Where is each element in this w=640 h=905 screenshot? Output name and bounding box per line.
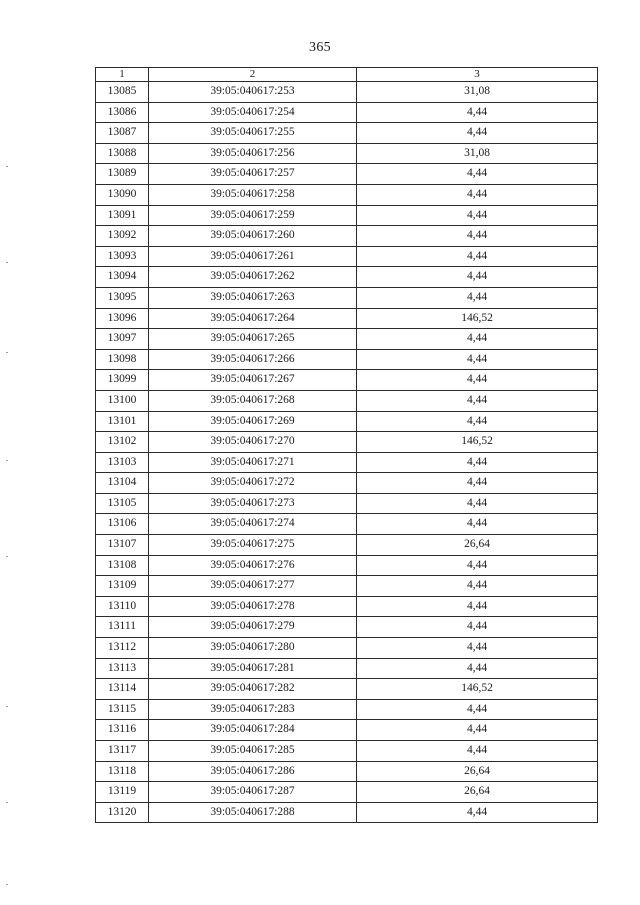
value-cell: 4,44 — [357, 184, 598, 205]
row-number-cell: 13093 — [96, 246, 149, 267]
row-number-cell: 13087 — [96, 123, 149, 144]
table-row — [96, 267, 598, 288]
table-header-row — [96, 68, 598, 82]
row-number-cell: 13112 — [96, 638, 149, 659]
table-row — [96, 329, 598, 350]
cadastral-number-cell: 39:05:040617:281 — [149, 658, 357, 679]
data-table — [95, 67, 598, 823]
table-body — [96, 82, 598, 823]
cadastral-number-cell: 39:05:040617:264 — [149, 308, 357, 329]
value-cell: 4,44 — [357, 638, 598, 659]
row-number-cell: 13090 — [96, 184, 149, 205]
table-row — [96, 370, 598, 391]
table-row — [96, 184, 598, 205]
table-row — [96, 514, 598, 535]
table-row — [96, 576, 598, 597]
value-cell: 4,44 — [357, 596, 598, 617]
table-row — [96, 205, 598, 226]
table-row — [96, 349, 598, 370]
value-cell: 31,08 — [357, 143, 598, 164]
table-row — [96, 720, 598, 741]
value-cell: 4,44 — [357, 452, 598, 473]
value-cell: 4,44 — [357, 102, 598, 123]
row-number-cell: 13119 — [96, 782, 149, 803]
cadastral-number-cell: 39:05:040617:260 — [149, 226, 357, 247]
row-number-cell: 13109 — [96, 576, 149, 597]
value-cell: 4,44 — [357, 514, 598, 535]
table-row — [96, 782, 598, 803]
table-row — [96, 535, 598, 556]
table-row — [96, 308, 598, 329]
table-row — [96, 617, 598, 638]
value-cell: 26,64 — [357, 761, 598, 782]
value-cell: 146,52 — [357, 679, 598, 700]
value-cell: 4,44 — [357, 370, 598, 391]
table-row — [96, 164, 598, 185]
value-cell: 4,44 — [357, 699, 598, 720]
table-row — [96, 432, 598, 453]
row-number-cell: 13108 — [96, 555, 149, 576]
cadastral-number-cell: 39:05:040617:256 — [149, 143, 357, 164]
row-number-cell: 13101 — [96, 411, 149, 432]
row-number-cell: 13117 — [96, 741, 149, 762]
row-number-cell: 13089 — [96, 164, 149, 185]
table-row — [96, 741, 598, 762]
value-cell: 4,44 — [357, 267, 598, 288]
margin-speck — [6, 802, 8, 803]
row-number-cell: 13104 — [96, 473, 149, 494]
cadastral-number-cell: 39:05:040617:277 — [149, 576, 357, 597]
table-row — [96, 82, 598, 103]
row-number-cell: 13095 — [96, 287, 149, 308]
row-number-cell: 13103 — [96, 452, 149, 473]
value-cell: 4,44 — [357, 576, 598, 597]
cadastral-number-cell: 39:05:040617:265 — [149, 329, 357, 350]
value-cell: 4,44 — [357, 411, 598, 432]
cadastral-number-cell: 39:05:040617:288 — [149, 802, 357, 823]
row-number-cell: 13099 — [96, 370, 149, 391]
table-row — [96, 658, 598, 679]
table-row — [96, 699, 598, 720]
cadastral-number-cell: 39:05:040617:262 — [149, 267, 357, 288]
margin-speck — [6, 556, 8, 557]
table-row — [96, 390, 598, 411]
margin-speck — [6, 262, 8, 263]
table-row — [96, 287, 598, 308]
row-number-cell: 13107 — [96, 535, 149, 556]
table-row — [96, 473, 598, 494]
table-row — [96, 452, 598, 473]
table-row — [96, 246, 598, 267]
margin-speck — [6, 460, 8, 461]
value-cell: 26,64 — [357, 535, 598, 556]
row-number-cell: 13114 — [96, 679, 149, 700]
cadastral-number-cell: 39:05:040617:285 — [149, 741, 357, 762]
row-number-cell: 13092 — [96, 226, 149, 247]
row-number-cell: 13091 — [96, 205, 149, 226]
cadastral-number-cell: 39:05:040617:261 — [149, 246, 357, 267]
cadastral-number-cell: 39:05:040617:278 — [149, 596, 357, 617]
value-cell: 4,44 — [357, 205, 598, 226]
value-cell: 4,44 — [357, 802, 598, 823]
row-number-cell: 13118 — [96, 761, 149, 782]
table-row — [96, 102, 598, 123]
cadastral-number-cell: 39:05:040617:272 — [149, 473, 357, 494]
cadastral-number-cell: 39:05:040617:268 — [149, 390, 357, 411]
value-cell: 31,08 — [357, 82, 598, 103]
row-number-cell: 13111 — [96, 617, 149, 638]
value-cell: 146,52 — [357, 432, 598, 453]
row-number-cell: 13088 — [96, 143, 149, 164]
value-cell: 26,64 — [357, 782, 598, 803]
row-number-cell: 13116 — [96, 720, 149, 741]
value-cell: 4,44 — [357, 164, 598, 185]
cadastral-number-cell: 39:05:040617:258 — [149, 184, 357, 205]
row-number-cell: 13098 — [96, 349, 149, 370]
table-row — [96, 411, 598, 432]
cadastral-number-cell: 39:05:040617:274 — [149, 514, 357, 535]
table-header — [96, 68, 598, 82]
value-cell: 4,44 — [357, 246, 598, 267]
table-row — [96, 679, 598, 700]
value-cell: 4,44 — [357, 493, 598, 514]
value-cell: 4,44 — [357, 658, 598, 679]
cadastral-number-cell: 39:05:040617:283 — [149, 699, 357, 720]
cadastral-number-cell: 39:05:040617:270 — [149, 432, 357, 453]
cadastral-number-cell: 39:05:040617:276 — [149, 555, 357, 576]
row-number-cell: 13085 — [96, 82, 149, 103]
value-cell: 4,44 — [357, 741, 598, 762]
cadastral-number-cell: 39:05:040617:273 — [149, 493, 357, 514]
table-row — [96, 143, 598, 164]
row-number-cell: 13115 — [96, 699, 149, 720]
table-row — [96, 555, 598, 576]
table-row — [96, 226, 598, 247]
cadastral-number-cell: 39:05:040617:271 — [149, 452, 357, 473]
table-row — [96, 802, 598, 823]
table-row — [96, 596, 598, 617]
row-number-cell: 13094 — [96, 267, 149, 288]
value-cell: 4,44 — [357, 720, 598, 741]
value-cell: 4,44 — [357, 123, 598, 144]
cadastral-number-cell: 39:05:040617:282 — [149, 679, 357, 700]
cadastral-number-cell: 39:05:040617:279 — [149, 617, 357, 638]
cadastral-number-cell: 39:05:040617:280 — [149, 638, 357, 659]
column-header-2: 2 — [149, 68, 357, 82]
cadastral-number-cell: 39:05:040617:266 — [149, 349, 357, 370]
value-cell: 4,44 — [357, 287, 598, 308]
cadastral-number-cell: 39:05:040617:286 — [149, 761, 357, 782]
value-cell: 4,44 — [357, 473, 598, 494]
margin-speck — [6, 352, 8, 353]
row-number-cell: 13120 — [96, 802, 149, 823]
cadastral-number-cell: 39:05:040617:269 — [149, 411, 357, 432]
cadastral-number-cell: 39:05:040617:255 — [149, 123, 357, 144]
row-number-cell: 13102 — [96, 432, 149, 453]
value-cell: 4,44 — [357, 329, 598, 350]
cadastral-number-cell: 39:05:040617:253 — [149, 82, 357, 103]
value-cell: 4,44 — [357, 555, 598, 576]
table-row — [96, 123, 598, 144]
table-row — [96, 638, 598, 659]
value-cell: 4,44 — [357, 617, 598, 638]
cadastral-number-cell: 39:05:040617:254 — [149, 102, 357, 123]
value-cell: 146,52 — [357, 308, 598, 329]
table-row — [96, 761, 598, 782]
cadastral-number-cell: 39:05:040617:259 — [149, 205, 357, 226]
column-header-1: 1 — [96, 68, 149, 82]
row-number-cell: 13105 — [96, 493, 149, 514]
column-header-3: 3 — [357, 68, 598, 82]
cadastral-number-cell: 39:05:040617:267 — [149, 370, 357, 391]
margin-speck — [6, 884, 8, 885]
margin-speck — [6, 166, 8, 167]
table-row — [96, 493, 598, 514]
cadastral-number-cell: 39:05:040617:284 — [149, 720, 357, 741]
page-number: 365 — [309, 40, 331, 55]
value-cell: 4,44 — [357, 349, 598, 370]
margin-speck — [6, 706, 8, 707]
cadastral-number-cell: 39:05:040617:263 — [149, 287, 357, 308]
row-number-cell: 13086 — [96, 102, 149, 123]
row-number-cell: 13100 — [96, 390, 149, 411]
cadastral-number-cell: 39:05:040617:287 — [149, 782, 357, 803]
row-number-cell: 13097 — [96, 329, 149, 350]
row-number-cell: 13096 — [96, 308, 149, 329]
row-number-cell: 13106 — [96, 514, 149, 535]
row-number-cell: 13110 — [96, 596, 149, 617]
cadastral-number-cell: 39:05:040617:257 — [149, 164, 357, 185]
value-cell: 4,44 — [357, 226, 598, 247]
row-number-cell: 13113 — [96, 658, 149, 679]
cadastral-number-cell: 39:05:040617:275 — [149, 535, 357, 556]
value-cell: 4,44 — [357, 390, 598, 411]
